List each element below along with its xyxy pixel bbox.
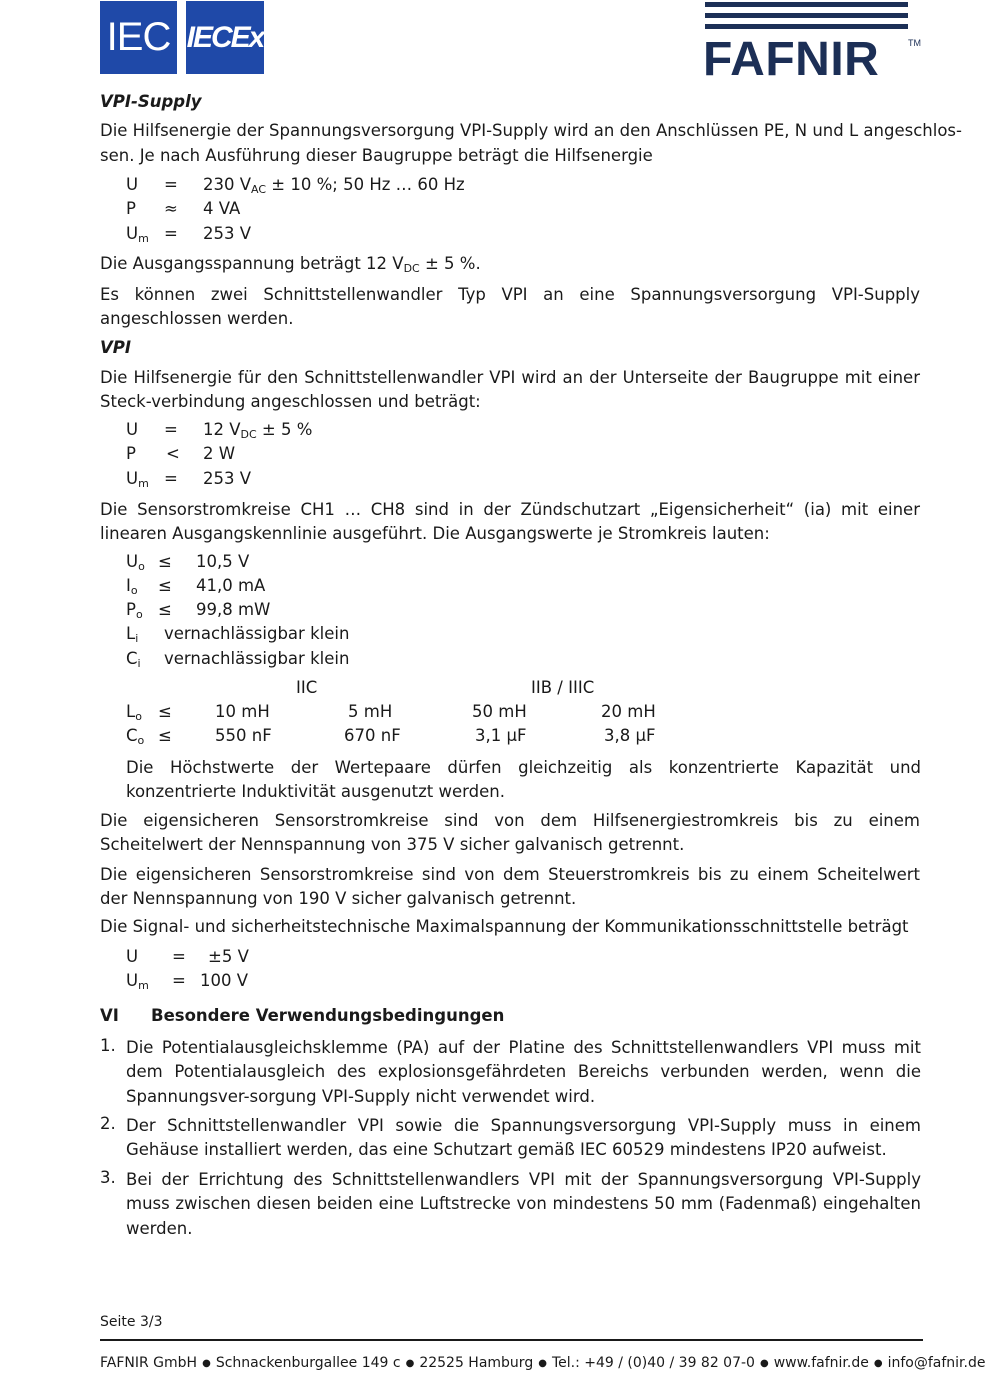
bullet-icon: ● <box>759 1358 769 1369</box>
vpi-intro: Die Hilfsenergie für den Schnittstellenwandler VPI wird an der Unterseite der Baugruppe mit einer Steck-verbindung angeschlossen und beträgt: <box>100 368 920 412</box>
value: 41,0 mA <box>196 576 266 595</box>
table-cell: 10 mH <box>215 702 270 721</box>
footer-email-link[interactable]: info@fafnir.de <box>887 1355 985 1371</box>
value: ±5 V <box>208 947 249 966</box>
footer-city: 22525 Hamburg <box>419 1355 534 1371</box>
bullet-icon: ● <box>538 1358 547 1369</box>
vpi-sensor-intro: Die Sensorstromkreise CH1 … CH8 sind in der Zündschutzart „Eigensicherheit“ (ia) mit einer linearen Ausgangskennlinie ausgeführt. Die Ausgangswerte je Stromkreis lauten: <box>100 500 920 544</box>
vpi-signal-intro: Die Signal- und sicherheitstechnische Maximalspannung der Kommunikationsschnittstelle beträgt <box>100 917 909 936</box>
list-item: Die Potentialausgleichsklemme (PA) auf der Platine des Schnittstellenwandlers VPI muss mit dem Potentialausgleich des explosionsgefährdeten Bereichs verbunden werden, wenn die Spannungsver-sorgung VPI-Supply nicht verwendet wird. <box>126 1038 921 1106</box>
value: 4 VA <box>203 199 241 218</box>
footer-divider <box>100 1339 923 1341</box>
table-cell: 670 nF <box>344 726 401 745</box>
operator: ≤ <box>158 576 172 595</box>
list-item: Bei der Errichtung des Schnittstellenwandlers VPI mit der Spannungsversorgung VPI-Supply muss zwischen diesen beiden eine Luftstrecke von mindestens 50 mm (Fadenmaß) eingehalten werden. <box>126 1170 921 1238</box>
symbol: $P_o$ <box>126 600 143 621</box>
table-group-header: IIB / IIIC <box>531 678 595 697</box>
symbol: $C_o$ <box>126 726 145 747</box>
value: 10,5 V <box>196 552 250 571</box>
operator: = <box>164 175 178 194</box>
symbol: $L_o$ <box>126 702 142 723</box>
table-group-header: IIC <box>296 678 318 697</box>
value: 230 $V_{AC} \pm 10$ %; 50 Hz … 60 Hz <box>203 175 465 196</box>
bullet-icon: ● <box>202 1358 211 1369</box>
value: 100 V <box>200 971 249 990</box>
value: vernachlässigbar klein <box>164 649 350 668</box>
vpi-supply-intro-line2: sen. Je nach Ausführung dieser Baugruppe beträgt die Hilfsenergie <box>100 146 653 165</box>
operator: = <box>164 469 178 488</box>
fafnir-logo-bar <box>705 2 908 7</box>
table-cell: 550 nF <box>215 726 272 745</box>
table-cell: 20 mH <box>601 702 656 721</box>
iecex-logo-text: IECEx <box>186 20 264 54</box>
list-item-number: 2. <box>100 1114 116 1133</box>
table-cell: 50 mH <box>472 702 527 721</box>
vpi-heading: VPI <box>100 338 132 357</box>
vpi-separation-control: Die eigensicheren Sensorstromkreise sind von dem Steuerstromkreis bis zu einem Scheitelwert der Nennspannung von 190 V sicher galvanisch getrennt. <box>100 865 920 909</box>
value: 253 V <box>203 224 252 243</box>
value: 12 $V_{DC} \pm 5$ % <box>203 420 313 441</box>
page-number: Seite 3/3 <box>100 1314 163 1330</box>
fafnir-logo-tm: TM <box>908 38 921 48</box>
operator: ≤ <box>158 600 172 619</box>
bullet-icon: ● <box>873 1358 883 1369</box>
operator: ≤ <box>158 702 172 721</box>
symbol: U <box>126 947 139 966</box>
symbol: U <box>126 420 139 439</box>
vpi-supply-intro-line1: Die Hilfsenergie der Spannungsversorgung VPI-Supply wird an den Anschlüssen PE, N und L angeschlos- <box>100 121 962 140</box>
vpi-supply-two-converters: Es können zwei Schnittstellenwandler Typ VPI an eine Spannungsversorgung VPI-Supply angeschlossen werden. <box>100 285 920 329</box>
vpi-separation-aux: Die eigensicheren Sensorstromkreise sind von dem Hilfsenergiestromkreis bis zu einem Scheitelwert der Nennspannung von 375 V sicher galvanisch getrennt. <box>100 811 920 855</box>
section-number: VI <box>100 1006 119 1025</box>
bullet-icon: ● <box>405 1358 415 1369</box>
value: vernachlässigbar klein <box>164 624 350 643</box>
footer-company: FAFNIR GmbH <box>100 1355 198 1371</box>
value: 253 V <box>203 469 252 488</box>
footer-web-link[interactable]: www.fafnir.de <box>773 1355 869 1371</box>
list-item-number: 3. <box>100 1168 116 1187</box>
operator: ≤ <box>158 552 172 571</box>
symbol: $U_o$ <box>126 552 145 573</box>
operator: = <box>172 947 186 966</box>
list-item-number: 1. <box>100 1036 116 1055</box>
list-item: Der Schnittstellenwandler VPI sowie die Spannungsversorgung VPI-Supply muss in einem Gehäuse installiert werden, das eine Schutzart gemäß IEC 60529 mindestens IP20 aufweist. <box>126 1116 921 1160</box>
symbol: $L_i$ <box>126 624 139 645</box>
table-cell: 3,1 µF <box>475 726 527 745</box>
iecex-logo <box>186 1 264 74</box>
operator: ≈ <box>164 199 178 218</box>
value: 99,8 mW <box>196 600 271 619</box>
fafnir-logo-bar <box>705 24 908 29</box>
table-cell: 3,8 µF <box>604 726 656 745</box>
symbol: $I_o$ <box>126 576 138 597</box>
footer-contact <box>100 1355 985 1371</box>
symbol: $U_m$ <box>126 971 149 992</box>
symbol: $C_i$ <box>126 649 141 670</box>
vpi-supply-output-voltage: Die Ausgangsspannung beträgt 12 $V_{DC} \pm 5$ %. <box>100 254 481 275</box>
footer-street: Schnackenburgallee 149 c <box>215 1355 401 1371</box>
operator: = <box>164 420 178 439</box>
table-cell: 5 mH <box>348 702 393 721</box>
iec-logo <box>100 1 177 74</box>
symbol: P <box>126 444 136 463</box>
value: 2 W <box>203 444 236 463</box>
operator: ≤ <box>158 726 172 745</box>
vpi-max-values-note: Die Höchstwerte der Wertepaare dürfen gleichzeitig als konzentrierte Kapazität und konzentrierte Induktivität ausgenutzt werden. <box>126 758 921 802</box>
operator: = <box>164 224 178 243</box>
operator: = <box>172 971 186 990</box>
iec-logo-text: IEC <box>106 15 171 59</box>
symbol: $U_m$ <box>126 224 149 245</box>
section-title: Besondere Verwendungsbedingungen <box>151 1006 505 1025</box>
symbol: U <box>126 175 139 194</box>
symbol: P <box>126 199 136 218</box>
symbol: $U_m$ <box>126 469 149 490</box>
vpi-supply-heading: VPI-Supply <box>100 92 202 111</box>
fafnir-logo-text: FAFNIR <box>703 33 880 86</box>
footer-phone: Tel.: +49 / (0)40 / 39 82 07-0 <box>551 1355 755 1371</box>
fafnir-logo-bar <box>705 13 908 18</box>
operator: < <box>166 444 180 463</box>
